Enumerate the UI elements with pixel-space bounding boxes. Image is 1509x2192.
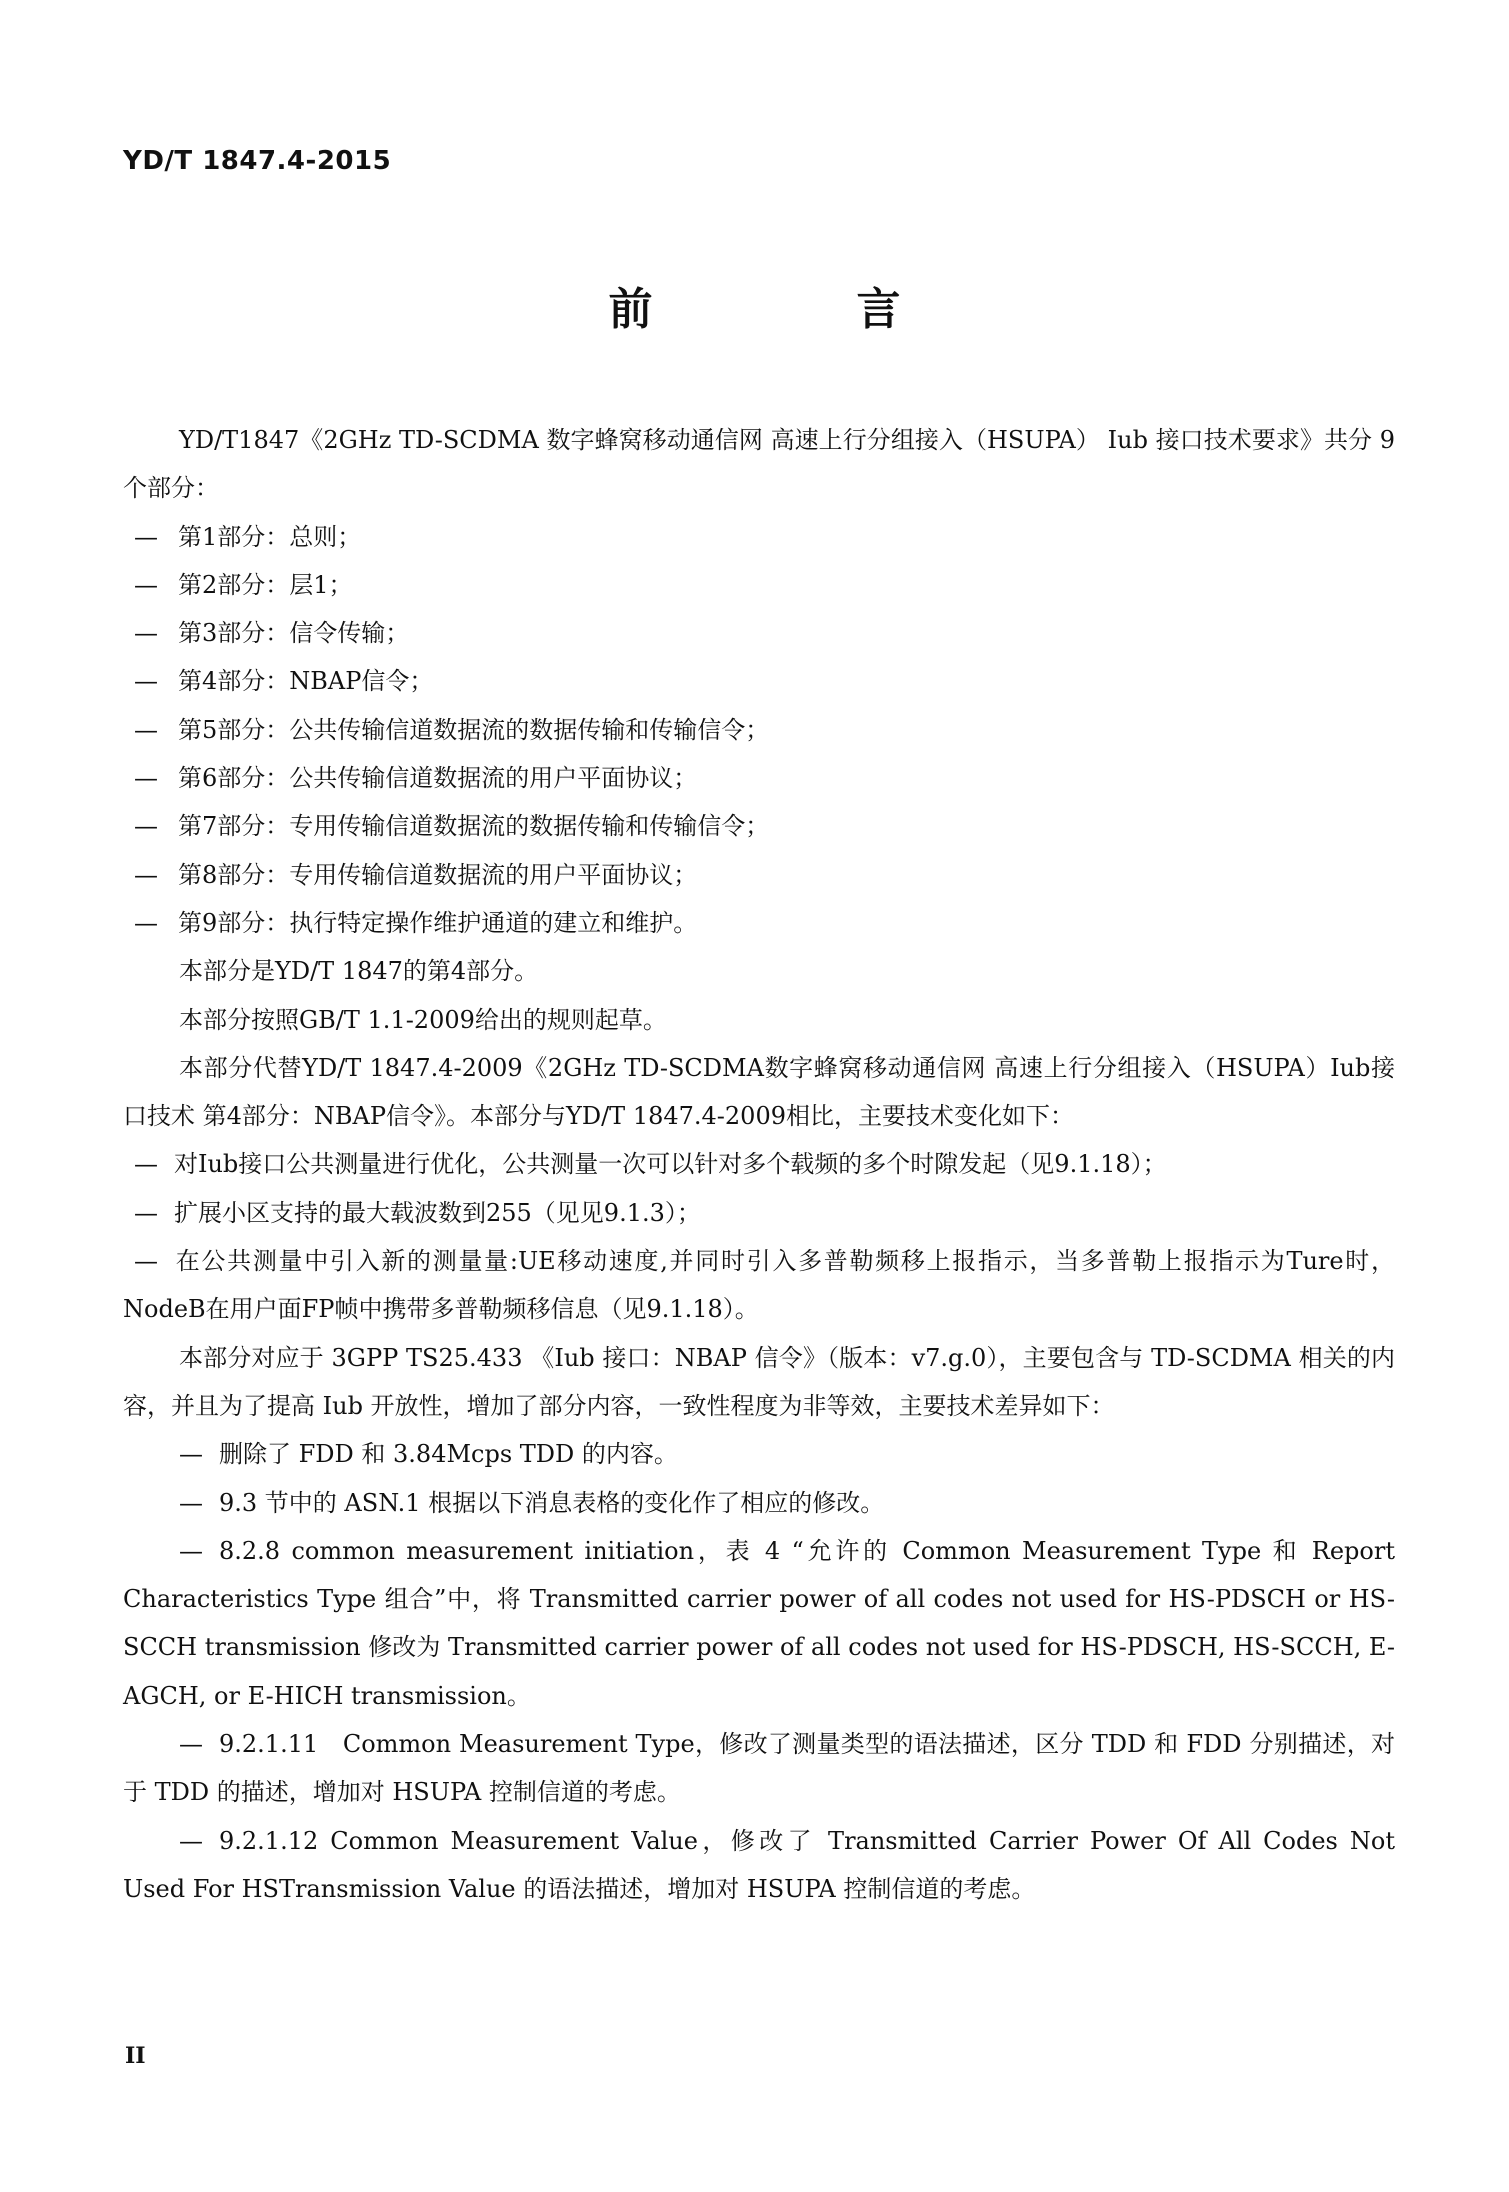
correspondence-paragraph: 本部分对应于 3GPP TS25.433 《Iub 接口：NBAP 信令》（版本：v7.g.0），主要包含与 TD-SCDMA 相关的内容，并且为了提高 Iub 开放性，增加了部分内容，一致性程度为非等效，主要技术差异如下： bbox=[123, 1343, 1395, 1420]
dash-marker: — bbox=[134, 1150, 158, 1179]
dash-marker: — bbox=[134, 619, 158, 648]
dash-marker: — bbox=[134, 522, 158, 551]
list-item bbox=[123, 1140, 1395, 1188]
list-item bbox=[123, 1817, 1395, 1914]
page-number: II bbox=[125, 2043, 146, 2069]
list-item-text: 9.2.1.11 Common Measurement Type，修改了测量类型的语法描述，区分 TDD 和 FDD 分别描述，对于 TDD 的描述，增加对 HSUPA 控制信道的考虑。 bbox=[123, 1730, 1395, 1807]
list-item bbox=[123, 1479, 1395, 1527]
dash-marker: — bbox=[134, 667, 158, 696]
list-item-text: 9.2.1.12 Common Measurement Value，修改了 Transmitted Carrier Power Of All Codes Not Used For HSTransmission Value 的语法描述，增加对 HSUPA 控制信道的考虑。 bbox=[123, 1826, 1395, 1903]
list-item bbox=[123, 657, 1395, 705]
part-of-paragraph: 本部分是YD/T 1847的第4部分。 bbox=[179, 957, 539, 986]
list-item-text: 第1部分：总则； bbox=[178, 522, 362, 551]
list-item-text: 9.3 节中的 ASN.1 根据以下消息表格的变化作了相应的修改。 bbox=[219, 1488, 885, 1517]
dash-marker: — bbox=[179, 1440, 203, 1469]
parts-list bbox=[123, 513, 1395, 948]
dash-marker: — bbox=[134, 812, 158, 841]
dash-marker: — bbox=[134, 570, 158, 599]
list-item-text: 8.2.8 common measurement initiation，表 4 “允许的 Common Measurement Type 和 Report Characteristics Type 组合”中，将 Transmitted carrier power of all codes not used for HS-PDSCH or HS-SCCH transmission 修改为 Transmitted carrier power of all codes not used for HS-PDSCH, HS-SCCH, E-AGCH, or E-HICH transmission。 bbox=[123, 1536, 1395, 1710]
list-item-text: 第6部分：公共传输信道数据流的用户平面协议； bbox=[178, 764, 698, 793]
list-item-text: 第8部分：专用传输信道数据流的用户平面协议； bbox=[178, 860, 698, 889]
list-item bbox=[123, 1430, 1395, 1478]
list-item bbox=[123, 1237, 1395, 1334]
list-item-text: 第5部分：公共传输信道数据流的数据传输和传输信令； bbox=[178, 715, 770, 744]
list-item bbox=[123, 513, 1395, 561]
dash-marker: — bbox=[179, 1826, 203, 1855]
document-code: YD/T 1847.4-2015 bbox=[123, 146, 392, 176]
list-item-text: 第7部分：专用传输信道数据流的数据传输和传输信令； bbox=[178, 812, 770, 841]
list-item-text: 第3部分：信令传输； bbox=[178, 619, 410, 648]
list-item bbox=[123, 1720, 1395, 1817]
dash-marker: — bbox=[179, 1488, 203, 1517]
dash-marker: — bbox=[134, 860, 158, 889]
list-item bbox=[123, 754, 1395, 802]
dash-marker: — bbox=[134, 1247, 158, 1276]
list-item-text: 删除了 FDD 和 3.84Mcps TDD 的内容。 bbox=[219, 1440, 678, 1469]
list-item-text: 对Iub接口公共测量进行优化，公共测量一次可以针对多个载频的多个时隙发起（见9.1.18）； bbox=[174, 1150, 1167, 1179]
list-item bbox=[123, 1189, 1395, 1237]
list-item bbox=[123, 561, 1395, 609]
list-item bbox=[123, 609, 1395, 657]
list-item bbox=[123, 706, 1395, 754]
list-item bbox=[123, 1527, 1395, 1720]
intro-paragraph: YD/T1847《2GHz TD-SCDMA 数字蜂窝移动通信网 高速上行分组接入（HSUPA） Iub 接口技术要求》共分 9 个部分： bbox=[123, 426, 1395, 503]
dash-marker: — bbox=[134, 764, 158, 793]
page-title: 前 言 bbox=[608, 284, 981, 335]
list-item bbox=[123, 899, 1395, 947]
drafting-paragraph: 本部分按照GB/T 1.1-2009给出的规则起草。 bbox=[179, 1005, 667, 1034]
document-body bbox=[123, 416, 1395, 1913]
list-item-text: 在公共测量中引入新的测量量:UE移动速度,并同时引入多普勒频移上报指示，当多普勒上报指示为Ture时，NodeB在用户面FP帧中携带多普勒频移信息（见9.1.18）。 bbox=[123, 1247, 1395, 1324]
list-item-text: 第9部分：执行特定操作维护通道的建立和维护。 bbox=[178, 908, 698, 937]
list-item bbox=[123, 802, 1395, 850]
list-item bbox=[123, 851, 1395, 899]
dash-marker: — bbox=[179, 1536, 203, 1565]
dash-marker: — bbox=[134, 908, 158, 937]
differences-list bbox=[123, 1430, 1395, 1913]
dash-marker: — bbox=[134, 715, 158, 744]
list-item-text: 扩展小区支持的最大载波数到255（见见9.1.3）； bbox=[174, 1198, 701, 1227]
list-item-text: 第4部分：NBAP信令； bbox=[178, 667, 434, 696]
replaces-paragraph: 本部分代替YD/T 1847.4-2009《2GHz TD-SCDMA数字蜂窝移动通信网 高速上行分组接入（HSUPA）Iub接口技术 第4部分：NBAP信令》。本部分与YD/T 1847.4-2009相比，主要技术变化如下： bbox=[123, 1053, 1395, 1131]
list-item-text: 第2部分：层1； bbox=[178, 570, 353, 599]
changes-list bbox=[123, 1140, 1395, 1333]
dash-marker: — bbox=[179, 1730, 203, 1759]
dash-marker: — bbox=[134, 1198, 158, 1227]
